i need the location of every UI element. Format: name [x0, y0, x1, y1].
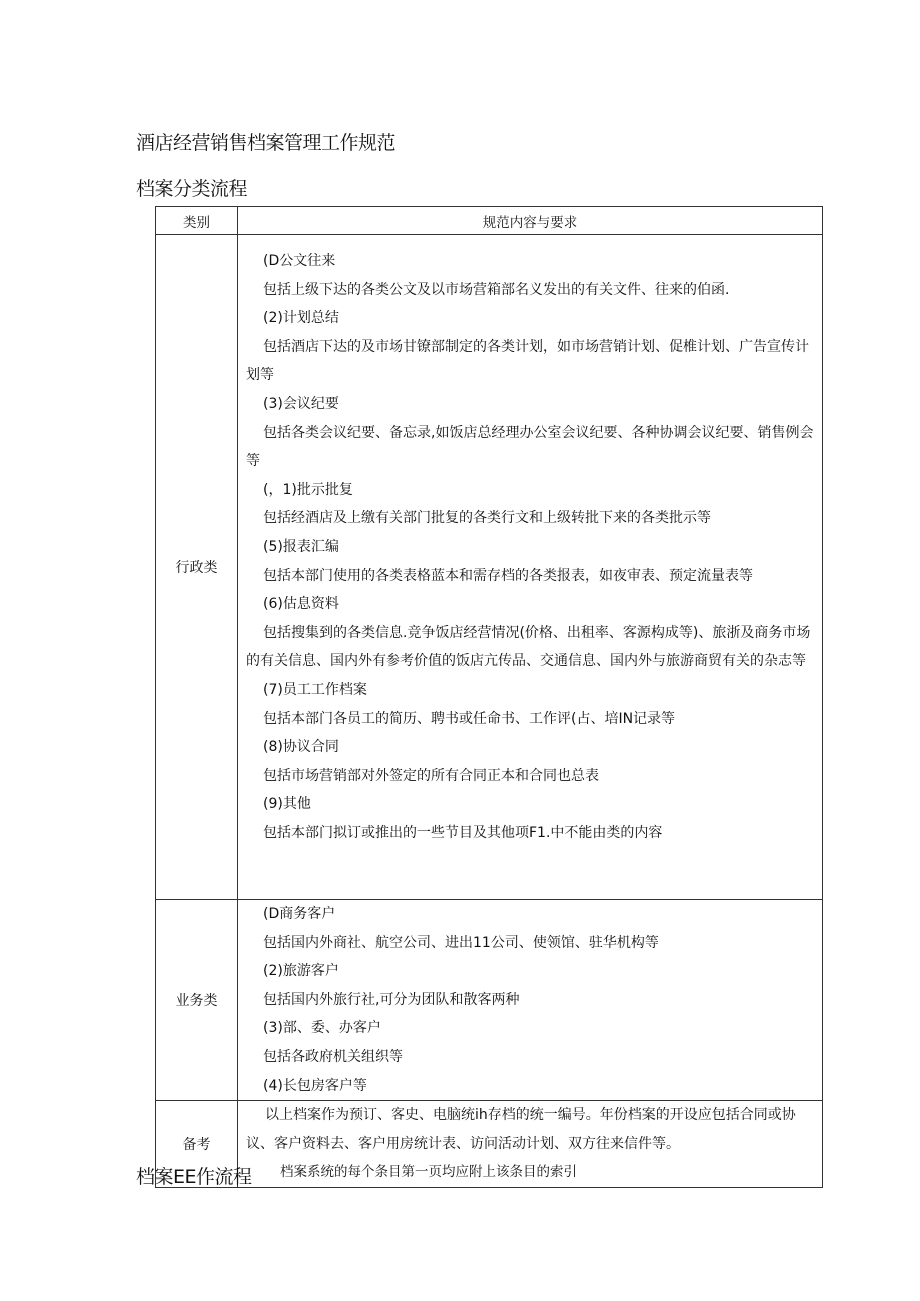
- archive-classification-table: [155, 206, 823, 1188]
- list-item-desc: 包括各政府机关组织等: [263, 1048, 403, 1065]
- section-title-classification: 档案分类流程: [136, 178, 248, 200]
- list-item-title: (8)协议合同: [263, 739, 339, 756]
- section-title-workflow: 档案EE作流程: [136, 1166, 252, 1188]
- list-item-desc: 包括国内外旅行社,可分为团队和散客两种: [263, 991, 520, 1008]
- content-note: [238, 1101, 823, 1188]
- table-row-business: [156, 900, 823, 1101]
- list-item-desc: 包括本部门使用的各类表格蓝本和需存档的各类报表，如夜审表、预定流量表等: [263, 567, 753, 584]
- note-paragraph: 以上档案作为预订、客史、电脑统ih存档的统一编号。年份档案的开设应包括合同或协议、客户资料去、客户用房统计表、访问活动计划、双方往来信件等。: [246, 1107, 796, 1152]
- list-item-title: (D商务客户: [263, 906, 336, 922]
- table-row-admin: [156, 235, 823, 900]
- list-item-desc: 包括各类会议纪要、备忘录,如饭店总经理办公室会议纪要、各种协调会议纪要、销售例会等: [246, 424, 814, 470]
- header-category: 类别: [156, 207, 238, 235]
- list-item-desc: 包括搜集到的各类信息.竞争饭店经营情况(价格、出租率、客源构成等)、旅浙及商务市场的有关信息、国内外有参考价值的饭店亢传品、交通信息、国内外与旅游商贸有关的杂志等: [246, 624, 811, 670]
- content-admin: [238, 235, 823, 900]
- list-item-title: (4)长包房客户等: [263, 1077, 367, 1094]
- category-note: 备考: [156, 1101, 238, 1188]
- list-item-desc: 包括本部门各员工的简历、聘书或任命书、工作评(占、培IN记录等: [263, 710, 676, 727]
- list-item-title: (2)旅游客户: [263, 963, 339, 980]
- document-title: 酒店经营销售档案管理工作规范: [136, 132, 396, 154]
- table-row-note: [156, 1101, 823, 1188]
- list-item-desc: 包括经酒店及上缴有关部门批复的各类行文和上级转批下来的各类批示等: [263, 510, 711, 527]
- list-item-title: (，1)批示批复: [263, 481, 353, 498]
- list-item-title: (5)报表汇编: [263, 538, 339, 555]
- list-item-desc: 包括市场营销部对外签定的所有合同正本和合同也总表: [263, 767, 599, 784]
- list-item-title: (3)部、委、办客户: [263, 1020, 381, 1037]
- category-business: 业务类: [156, 900, 238, 1101]
- header-content: 规范内容与要求: [238, 207, 823, 235]
- note-index-line: 档案系统的每个条目第一页均应附上该条目的索引: [280, 1164, 577, 1181]
- list-item-title: (7)员工工作档案: [263, 681, 367, 698]
- list-item-desc: 包括国内外商社、航空公司、进出11公司、使领馆、驻华机构等: [263, 934, 659, 951]
- list-item-title: (3)会议纪要: [263, 395, 339, 412]
- list-item-desc: 包括上级下达的各类公文及以市场营箱部名义发出的有关文件、往来的伯函.: [263, 281, 730, 298]
- list-item-title: (2)计划总结: [263, 310, 339, 327]
- list-item-title: (6)估息资料: [263, 596, 339, 613]
- list-item-desc: 包括本部门拟订或推出的一些节目及其他项F1.中不能由类的内容: [263, 824, 663, 841]
- category-admin: 行政类: [156, 235, 238, 900]
- table-header-row: [156, 207, 823, 235]
- list-item-title: (9)其他: [263, 796, 311, 813]
- content-business: [238, 900, 823, 1101]
- list-item-title: (D公文往来: [263, 253, 336, 269]
- list-item-desc: 包括酒店下达的及市场甘镣部制定的各类计划，如市场营销计划、促椎计划、广告宣传计划等: [246, 338, 809, 384]
